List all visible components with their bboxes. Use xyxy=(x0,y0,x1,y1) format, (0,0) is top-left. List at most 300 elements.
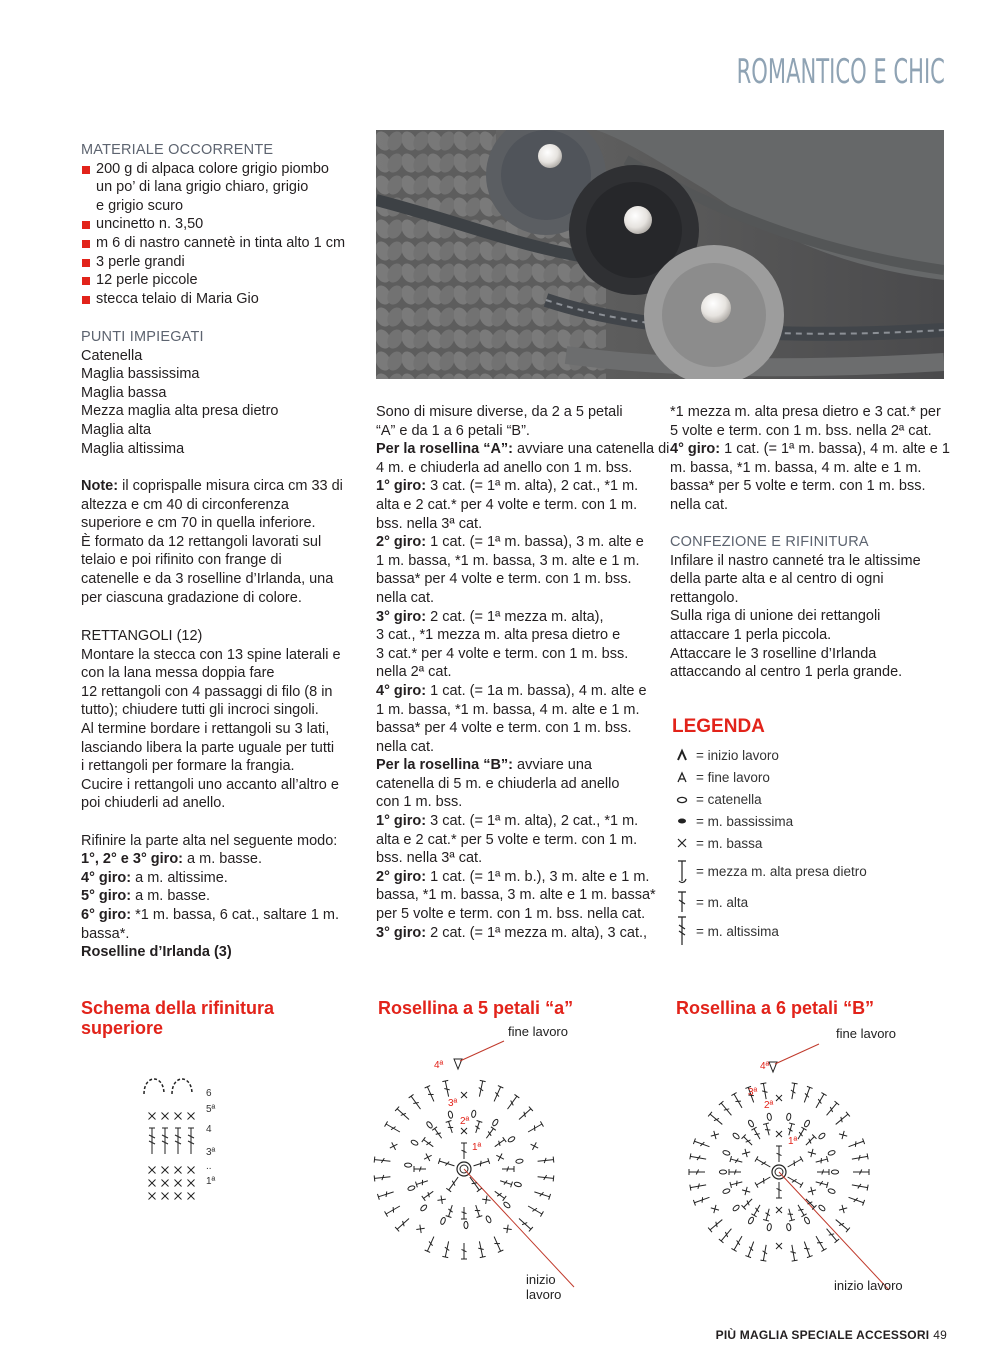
round-label: 2° giro: xyxy=(376,868,427,885)
alta-mark xyxy=(804,1197,817,1210)
alta-mark xyxy=(853,1169,869,1175)
alta-mark xyxy=(476,1080,485,1097)
bassa-mark xyxy=(461,1128,467,1134)
bassa-mark xyxy=(175,1167,182,1174)
bassa-mark xyxy=(711,1131,719,1139)
magazine-name: PIÙ MAGLIA SPECIALE ACCESSORI xyxy=(715,1328,930,1342)
materials-heading: MATERIALE OCCORRENTE xyxy=(81,142,274,158)
alta-mark xyxy=(461,1243,467,1259)
catenella-mark xyxy=(732,1204,740,1212)
text-line: attaccare 1 perla piccola. xyxy=(670,626,832,643)
catenella-mark xyxy=(426,1121,434,1129)
alta-mark xyxy=(813,1093,826,1110)
alta-mark xyxy=(742,1197,755,1210)
row-label: 4° giro: xyxy=(81,869,132,886)
knitted-shrug-image xyxy=(376,130,944,379)
text-line: alta e 2 cat.* per 5 volte e term. con 1 m. xyxy=(376,831,638,848)
alta-mark xyxy=(438,1158,455,1169)
alta-mark xyxy=(502,1166,514,1172)
rectangles-text: tutto); chiudere tutti gli incroci singoli. xyxy=(81,702,319,719)
text-line: bassa* per 4 volte e term. con 1 m. bss. xyxy=(376,720,632,737)
bassa-mark xyxy=(162,1113,169,1120)
list-item: m 6 di nastro cannetè in tinta alto 1 cm xyxy=(81,234,366,253)
alta-mark xyxy=(804,1135,817,1148)
alta-mark xyxy=(385,1121,402,1134)
note-text: per ciascuna gradazione di colore. xyxy=(81,589,302,606)
text-line: bassa* per 4 volte e term. con 1 m. bss. xyxy=(376,571,632,588)
row-text: bassa*. xyxy=(81,925,130,942)
catenella-mark xyxy=(747,1119,754,1127)
text-line: della parte alta e al centro di ogni xyxy=(670,571,884,588)
alta-mark xyxy=(755,1174,772,1187)
alta-mark xyxy=(442,1241,451,1258)
bassa-mark xyxy=(461,1092,467,1098)
text-line: *1 mezza m. alta presa dietro e 3 cat.* per xyxy=(670,404,941,420)
alta-mark xyxy=(505,1094,519,1110)
bassa-mark xyxy=(839,1205,847,1213)
stitch-item: Catenella xyxy=(81,347,143,364)
rose-b-title: Rosellina a 6 petali “B” xyxy=(676,998,875,1018)
schema-diagram xyxy=(140,1072,240,1212)
rose-b-diagram xyxy=(664,1026,914,1298)
round-label: 4° giro: xyxy=(670,441,721,458)
text-line: Infilare il nastro canneté tra le altissime xyxy=(670,552,921,569)
alta-mark xyxy=(446,1175,460,1191)
catenella-mark xyxy=(828,1150,836,1156)
text-line: bassa* per 5 volte e term. con 1 m. bss. xyxy=(670,478,926,495)
alta-mark xyxy=(742,1135,755,1148)
catenella-icon xyxy=(672,792,692,806)
alta-mark xyxy=(690,1153,707,1162)
bassa-mark xyxy=(742,1187,750,1195)
rectangles-text: Cucire i rettangoli uno accanto all’altro e xyxy=(81,776,339,793)
rosellina-b-label: Per la rosellina “B”: xyxy=(376,757,513,774)
text-line: m. bassa, *1 m. bassa, 4 m. alte e 1 m. xyxy=(670,459,922,476)
catenella-mark xyxy=(410,1139,418,1146)
text-line: 3 cat. (= 1ª m. alta), 2 cat., *1 m. xyxy=(426,813,639,830)
text-line: 3 cat., *1 mezza m. alta presa dietro e xyxy=(376,627,621,644)
alta-mark xyxy=(745,1241,756,1258)
alta-mark xyxy=(689,1169,705,1175)
text-line: bassa, *1 m. bassa, 3 m. alte e 1 m. bassa* xyxy=(376,887,656,904)
round-label: 3° giro: xyxy=(376,608,427,625)
note-text: il coprispalle misura circa cm 33 di xyxy=(118,478,343,494)
alta-mark xyxy=(374,1157,391,1165)
bassa-mark xyxy=(149,1167,156,1174)
list-item: 3 perle grandi xyxy=(81,253,366,272)
fine-lavoro-label: fine lavoro xyxy=(508,1024,568,1039)
legend-item: = m. bassa xyxy=(672,832,952,854)
chain-arch xyxy=(144,1079,164,1094)
fine-pointer xyxy=(775,1044,819,1064)
list-item: 200 g di alpaca colore grigio piombo xyxy=(81,160,366,179)
alta-mark xyxy=(473,1204,482,1217)
alta-mark xyxy=(491,1235,503,1252)
round-number: 3ª xyxy=(748,1087,758,1098)
rectangles-section xyxy=(81,627,366,962)
bassa-mark xyxy=(776,1131,782,1137)
inizio-lavoro-label: inizio lavoro xyxy=(834,1278,903,1293)
bassa-mark xyxy=(162,1167,169,1174)
alta-mark xyxy=(848,1194,865,1205)
alta-mark xyxy=(416,1178,429,1187)
catenella-mark xyxy=(514,1182,522,1188)
row-text: a m. basse. xyxy=(131,888,211,905)
alta-mark xyxy=(473,1121,482,1134)
alta-mark xyxy=(760,1083,769,1100)
note-section xyxy=(81,477,366,607)
alta-mark xyxy=(537,1174,554,1182)
finish-intro: Rifinire la parte alta nel seguente modo: xyxy=(81,832,338,849)
section-title: ROMANTICO E CHIC xyxy=(736,52,945,92)
stitch-item: Maglia bassa xyxy=(81,384,167,401)
alta-mark xyxy=(776,1146,782,1162)
text-line: 2 cat. (= 1ª mezza m. alta), xyxy=(426,608,604,625)
alta-mark xyxy=(395,1107,411,1122)
alta-mark xyxy=(786,1208,795,1221)
alta-mark xyxy=(760,1244,769,1261)
alta-mark xyxy=(425,1235,437,1252)
page-number: 49 xyxy=(933,1328,947,1342)
catenella-mark xyxy=(420,1204,428,1212)
note-text: altezza e cm 40 di circonferenza xyxy=(81,496,289,513)
alta-mark xyxy=(730,1156,743,1165)
alta-mark xyxy=(425,1086,437,1103)
bassa-mark xyxy=(808,1187,816,1195)
bassa-mark xyxy=(416,1225,424,1233)
fine-pointer xyxy=(460,1041,504,1061)
bassa-mark xyxy=(188,1180,195,1187)
text-line: per 5 volte e term. con 1 m. bss. nella cat. xyxy=(376,906,646,923)
mezza-alta-icon xyxy=(672,857,692,885)
row-number: 4 xyxy=(206,1124,212,1135)
catenella-mark xyxy=(407,1185,415,1191)
bassissima-icon xyxy=(672,814,692,828)
bassa-mark xyxy=(390,1142,398,1150)
catenella-mark xyxy=(516,1159,524,1164)
note-text: È formato da 12 rettangoli lavorati sul xyxy=(81,533,322,550)
alta-mark xyxy=(414,1166,426,1172)
alta-mark xyxy=(824,1101,839,1117)
catenella-mark xyxy=(492,1118,499,1126)
text-line: attaccando al centro 1 perla grande. xyxy=(670,664,903,681)
text-line: avviare una xyxy=(513,757,592,774)
alta-mark xyxy=(461,1143,467,1159)
text-line: Sono di misure diverse, da 2 a 5 petali xyxy=(376,404,623,420)
text-line: alta e 2 cat.* per 4 volte e term. con 1 m. xyxy=(376,496,638,513)
catenella-mark xyxy=(464,1221,468,1228)
rose-a-diagram xyxy=(352,1024,592,1302)
alta-mark xyxy=(815,1156,828,1165)
text-line: nella 2ª cat. xyxy=(376,664,452,681)
alta-mark xyxy=(533,1189,550,1200)
row-text: *1 m. bassa, 6 cat., saltare 1 m. xyxy=(131,906,340,923)
text-line: con 1 m. bss. xyxy=(376,794,463,811)
catenella-mark xyxy=(767,1223,772,1231)
alta-mark xyxy=(731,1093,744,1110)
alta-mark xyxy=(385,1203,402,1216)
bassa-mark xyxy=(776,1243,782,1249)
alta-mark xyxy=(708,1112,724,1127)
row-label: 5° giro: xyxy=(81,888,132,905)
text-line: 3 cat.* per 4 volte e term. con 1 m. bss. xyxy=(376,645,629,662)
legend-item: = m. bassissima xyxy=(672,810,952,832)
alta-mark xyxy=(693,1194,710,1205)
row-text: a m. basse. xyxy=(183,851,262,868)
alta-mark xyxy=(817,1169,829,1175)
text-line: 4 m. e chiuderla ad anello con 1 m. bss. xyxy=(376,459,633,476)
bassa-mark xyxy=(776,1207,782,1213)
row-number: .. xyxy=(206,1161,212,1172)
alta-mark xyxy=(491,1086,503,1103)
rectangles-text: lasciando libera la parte uguale per tutti xyxy=(81,739,335,756)
alta-mark xyxy=(851,1153,868,1162)
list-item: e grigio scuro xyxy=(96,197,184,214)
round-label: 1° giro: xyxy=(376,478,427,495)
alta-mark xyxy=(493,1189,506,1201)
bassa-mark xyxy=(839,1131,847,1139)
legend-item: = fine lavoro xyxy=(672,766,952,788)
round-number: 3ª xyxy=(448,1098,458,1109)
bassa-mark xyxy=(149,1180,156,1187)
alta-mark xyxy=(848,1138,865,1149)
alta-mark xyxy=(763,1208,772,1221)
legend-title: LEGENDA xyxy=(672,716,765,737)
bassa-mark xyxy=(776,1095,782,1101)
legend-item: = catenella xyxy=(672,788,952,810)
row-label: 1°, 2° e 3° giro: xyxy=(81,851,184,868)
alta-mark xyxy=(377,1189,394,1200)
text-line: 1 m. bassa, *1 m. bassa, 3 m. alte e 1 m. xyxy=(376,552,640,569)
bassa-icon xyxy=(672,836,692,850)
text-line: Attaccare le 3 roselline d’Irlanda xyxy=(670,645,877,662)
catenella-mark xyxy=(828,1188,836,1194)
alta-mark xyxy=(409,1094,423,1110)
altissima-icon xyxy=(672,914,692,948)
text-line: rettangolo. xyxy=(670,589,739,606)
round-number: 4ª xyxy=(760,1061,770,1072)
page-footer xyxy=(716,1328,947,1342)
alta-mark xyxy=(786,1174,803,1187)
stitch-item: Maglia alta xyxy=(81,421,152,438)
text-line: 1 cat. (= 1ª m. b.), 3 m. alte e 1 m. xyxy=(426,868,650,885)
alta-mark xyxy=(476,1241,485,1258)
round-label: 4° giro: xyxy=(376,682,427,699)
alta-mark xyxy=(801,1241,812,1258)
catenella-mark xyxy=(507,1136,515,1143)
bassa-mark xyxy=(175,1113,182,1120)
note-text: superiore e cm 70 in quella inferiore. xyxy=(81,515,316,532)
text-line: “A” e da 1 a 6 petali “B”. xyxy=(376,422,530,439)
alta-mark xyxy=(527,1121,544,1134)
catenella-mark xyxy=(719,1170,726,1174)
row-number: 6 xyxy=(206,1088,212,1099)
alta-icon xyxy=(672,889,692,915)
text-line: catenella di 5 m. e chiuderla ad anello xyxy=(376,775,620,792)
legend-item: = mezza m. alta presa dietro xyxy=(672,854,952,888)
alta-mark xyxy=(719,1101,734,1117)
alta-mark xyxy=(789,1083,798,1100)
alta-mark xyxy=(813,1235,826,1252)
catenella-mark xyxy=(732,1132,740,1140)
alta-mark xyxy=(801,1086,812,1103)
bassa-mark xyxy=(162,1180,169,1187)
finishing-heading: CONFEZIONE E RIFINITURA xyxy=(670,534,869,550)
alta-mark xyxy=(786,1123,795,1136)
bassa-mark xyxy=(496,1153,504,1161)
legend-item: = inizio lavoro xyxy=(672,744,952,766)
rectangles-text: 12 rettangoli con 4 passaggi di filo (8 in xyxy=(81,683,333,700)
bassa-mark xyxy=(808,1149,816,1157)
legend-item: = m. altissima xyxy=(672,916,952,946)
round-label: 2° giro: xyxy=(376,534,427,551)
round-number: 2ª xyxy=(764,1100,774,1111)
alta-mark xyxy=(834,1217,850,1232)
alta-mark xyxy=(789,1244,798,1261)
rose-a-title: Rosellina a 5 petali “a” xyxy=(378,998,574,1018)
catenella-mark xyxy=(440,1217,446,1225)
round-number: 4ª xyxy=(434,1060,444,1071)
bassa-mark xyxy=(437,1196,445,1204)
altissima-mark xyxy=(188,1128,194,1154)
alta-mark xyxy=(422,1189,435,1201)
bassa-mark xyxy=(711,1205,719,1213)
alta-mark xyxy=(751,1127,762,1140)
text-line: nella cat. xyxy=(376,589,435,606)
alta-mark xyxy=(473,1158,490,1169)
catenella-mark xyxy=(722,1150,730,1156)
catenella-mark xyxy=(722,1188,730,1194)
alta-mark xyxy=(422,1137,435,1149)
catenella-mark xyxy=(818,1204,826,1212)
text-line: avviare una catenella di xyxy=(513,441,670,458)
stitch-item: Mezza maglia alta presa dietro xyxy=(81,403,279,420)
materials-section xyxy=(81,141,366,308)
alta-mark xyxy=(432,1127,444,1140)
alta-mark xyxy=(730,1179,743,1188)
bassa-mark xyxy=(149,1113,156,1120)
text-line: 2 cat. (= 1ª mezza m. alta), 3 cat., xyxy=(426,924,648,941)
text-line: 5 volte e term. con 1 m. bss. nella 2ª cat. xyxy=(670,422,932,439)
alta-mark xyxy=(834,1112,850,1127)
alta-mark xyxy=(731,1235,744,1252)
stitch-item: Maglia altissima xyxy=(81,440,185,457)
finishing-section xyxy=(670,533,955,682)
round-number: 1ª xyxy=(472,1142,482,1153)
row-number: 3ª xyxy=(206,1147,216,1158)
bassa-mark xyxy=(188,1193,195,1200)
bassa-mark xyxy=(162,1193,169,1200)
round-label: 1° giro: xyxy=(376,813,427,830)
alta-mark xyxy=(786,1156,803,1169)
bassa-mark xyxy=(424,1153,432,1161)
fine-icon xyxy=(672,770,692,784)
alta-mark xyxy=(690,1182,707,1191)
rectangles-text: con la lana messa doppia fare xyxy=(81,665,275,682)
catenella-mark xyxy=(471,1110,476,1118)
alta-mark xyxy=(815,1179,828,1188)
rectangles-text: Al termine bordare i rettangoli su 3 lati, xyxy=(81,720,330,737)
rectangles-heading: RETTANGOLI (12) xyxy=(81,628,203,644)
roselline-instructions xyxy=(376,403,670,942)
inizio-lavoro-label: inizio lavoro xyxy=(526,1272,562,1302)
note-label: Note: xyxy=(81,478,119,494)
roselline-heading: Roselline d’Irlanda (3) xyxy=(81,944,232,961)
catenella-mark xyxy=(404,1163,411,1167)
alta-mark xyxy=(795,1203,806,1216)
list-item: stecca telaio di Maria Gio xyxy=(81,290,366,309)
altissima-mark xyxy=(162,1128,168,1154)
alta-mark xyxy=(537,1157,554,1165)
round-number: 1ª xyxy=(788,1136,798,1147)
altissima-mark xyxy=(175,1128,181,1154)
catenella-mark xyxy=(767,1113,772,1121)
fine-lavoro-label: fine lavoro xyxy=(836,1026,896,1041)
list-item: 12 perle piccole xyxy=(81,271,366,290)
alta-mark xyxy=(395,1216,411,1231)
alta-mark xyxy=(517,1107,533,1122)
row-number: 1ª xyxy=(206,1176,216,1187)
catenella-mark xyxy=(503,1201,511,1209)
note-text: catenelle e da 3 roselline d’Irlanda, una xyxy=(81,570,334,587)
legend-item: = m. alta xyxy=(672,888,952,916)
list-item: uncinetto n. 3,50 xyxy=(81,215,366,234)
alta-mark xyxy=(751,1203,762,1216)
alta-mark xyxy=(442,1080,451,1097)
alta-mark xyxy=(693,1138,710,1149)
rectangles-text: Montare la stecca con 13 spine laterali e xyxy=(81,646,341,663)
altissima-mark xyxy=(149,1128,155,1154)
text-line: 3 cat. (= 1ª m. alta), 2 cat., *1 m. xyxy=(426,478,639,495)
catenella-mark xyxy=(747,1216,754,1224)
row-text: a m. altissime. xyxy=(131,869,228,886)
text-line: 1 cat. (= 1a m. bassa), 4 m. alte e xyxy=(426,682,647,699)
row-number: 5ª xyxy=(206,1104,216,1115)
alta-mark xyxy=(776,1182,782,1198)
catenella-mark xyxy=(803,1216,810,1224)
round-number: 2ª xyxy=(460,1116,470,1127)
text-line: 1 m. bassa, *1 m. bassa, 4 m. alte e 1 m. xyxy=(376,701,640,718)
stitches-section xyxy=(81,328,366,458)
text-line: bss. nella 3ª cat. xyxy=(376,850,483,867)
schema-title: Schema della rifinitura superiore xyxy=(81,998,275,1038)
rectangles-text: i rettangoli per formare la frangia. xyxy=(81,758,295,775)
text-line: Sulla riga di unione dei rettangoli xyxy=(670,608,881,625)
stitches-heading: PUNTI IMPIEGATI xyxy=(81,329,204,345)
catenella-mark xyxy=(448,1111,454,1119)
text-line: nella cat. xyxy=(670,496,729,513)
bassa-mark xyxy=(503,1225,511,1233)
rectangles-text: poi chiuderli ad anello. xyxy=(81,795,226,812)
product-photo xyxy=(376,130,944,379)
alta-mark xyxy=(461,1207,467,1219)
alta-mark xyxy=(763,1123,772,1136)
catenella-mark xyxy=(786,1223,791,1231)
alta-mark xyxy=(719,1227,734,1243)
alta-mark xyxy=(527,1203,544,1216)
alta-mark xyxy=(499,1178,512,1187)
catenella-mark xyxy=(786,1113,791,1121)
catenella-mark xyxy=(485,1215,492,1223)
bassa-mark xyxy=(188,1167,195,1174)
rosellina-a-label: Per la rosellina “A”: xyxy=(376,441,513,458)
bassa-mark xyxy=(149,1193,156,1200)
alta-mark xyxy=(374,1174,391,1182)
stitch-item: Maglia bassissima xyxy=(81,366,200,383)
text-line: 1 cat. (= 1ª m. bassa), 4 m. alte e 1 xyxy=(720,441,950,458)
catenella-mark xyxy=(803,1119,810,1127)
alta-mark xyxy=(467,1175,481,1191)
